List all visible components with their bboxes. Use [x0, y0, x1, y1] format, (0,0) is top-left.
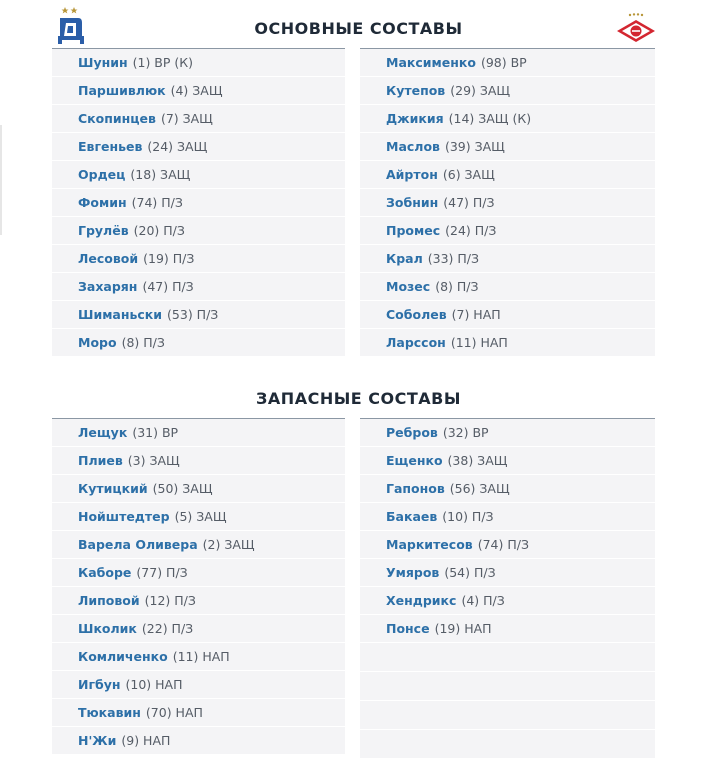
- list-item: [52, 245, 345, 273]
- player-info: (56) ЗАЩ: [449, 481, 510, 496]
- list-item: [52, 643, 345, 671]
- player-info: (38) ЗАЩ: [447, 453, 508, 468]
- player-info: (1) ВР (К): [132, 55, 194, 70]
- player-name-link[interactable]: Джикия: [386, 111, 444, 126]
- list-item: [360, 329, 655, 357]
- list-item: [52, 615, 345, 643]
- player-info: (19) П/З: [143, 251, 195, 266]
- player-info: (98) ВР: [480, 55, 527, 70]
- list-item: [52, 587, 345, 615]
- list-item: [360, 301, 655, 329]
- list-item: [360, 161, 655, 189]
- player-info: (8) П/З: [121, 335, 165, 350]
- list-item: [360, 217, 655, 245]
- list-item: [52, 329, 345, 357]
- player-name-link[interactable]: Евгеньев: [78, 139, 143, 154]
- player-name-link[interactable]: Соболев: [386, 307, 447, 322]
- player-info: (8) П/З: [435, 279, 479, 294]
- player-info: (47) П/З: [443, 195, 495, 210]
- player-name-link[interactable]: Маслов: [386, 139, 440, 154]
- player-info: (19) НАП: [434, 621, 492, 636]
- list-item: [52, 531, 345, 559]
- home-subs-list: [52, 418, 345, 755]
- player-info: (18) ЗАЩ: [130, 167, 191, 182]
- list-item: [52, 133, 345, 161]
- player-name-link[interactable]: Комличенко: [78, 649, 168, 664]
- player-name-link[interactable]: Бакаев: [386, 509, 438, 524]
- player-name-link[interactable]: Маркитесов: [386, 537, 473, 552]
- player-info: (7) НАП: [451, 307, 501, 322]
- list-item: [52, 447, 345, 475]
- player-name-link[interactable]: Умяров: [386, 565, 440, 580]
- player-name-link[interactable]: Зобнин: [386, 195, 439, 210]
- list-item: [360, 447, 655, 475]
- player-info: (10) НАП: [125, 677, 183, 692]
- player-name-link[interactable]: Ещенко: [386, 453, 443, 468]
- player-info: (11) НАП: [172, 649, 230, 664]
- player-info: (33) П/З: [427, 251, 480, 266]
- player-info: (50) ЗАЩ: [152, 481, 213, 496]
- player-info: (4) ЗАЩ: [170, 83, 223, 98]
- list-item: [360, 615, 655, 643]
- away-subs-list: [360, 418, 655, 759]
- player-name-link[interactable]: Нойштедтер: [78, 509, 170, 524]
- player-info: (3) ЗАЩ: [127, 453, 180, 468]
- list-item: [52, 161, 345, 189]
- empty-row: [360, 672, 655, 701]
- list-item: [360, 189, 655, 217]
- player-name-link[interactable]: Мозес: [386, 279, 431, 294]
- player-info: (2) ЗАЩ: [202, 537, 255, 552]
- player-info: (32) ВР: [442, 425, 489, 440]
- home-main-list: [52, 48, 345, 357]
- player-name-link[interactable]: Ларссон: [386, 335, 446, 350]
- player-name-link[interactable]: Максименко: [386, 55, 476, 70]
- player-name-link[interactable]: Плиев: [78, 453, 123, 468]
- list-item: [360, 133, 655, 161]
- player-info: (14) ЗАЩ (К): [448, 111, 532, 126]
- player-info: (39) ЗАЩ: [444, 139, 505, 154]
- player-info: (54) П/З: [444, 565, 496, 580]
- player-info: (20) П/З: [133, 223, 185, 238]
- player-name-link[interactable]: Грулёв: [78, 223, 129, 238]
- player-info: (4) П/З: [461, 593, 505, 608]
- list-item: [360, 503, 655, 531]
- list-item: [360, 105, 655, 133]
- player-info: (9) НАП: [121, 733, 171, 748]
- player-name-link[interactable]: Каборе: [78, 565, 132, 580]
- list-item: [360, 559, 655, 587]
- player-info: (22) П/З: [141, 621, 194, 636]
- player-name-link[interactable]: Шунин: [78, 55, 128, 70]
- empty-row: [360, 701, 655, 730]
- player-name-link[interactable]: Лесовой: [78, 251, 139, 266]
- list-item: [52, 189, 345, 217]
- player-name-link[interactable]: Кутицкий: [78, 481, 148, 496]
- player-name-link[interactable]: Понсе: [386, 621, 430, 636]
- player-info: (74) П/З: [477, 537, 529, 552]
- player-name-link[interactable]: Айртон: [386, 167, 438, 182]
- list-item: [52, 727, 345, 755]
- player-info: (10) П/З: [442, 509, 494, 524]
- player-name-link[interactable]: Кутепов: [386, 83, 446, 98]
- player-info: (7) ЗАЩ: [160, 111, 213, 126]
- player-name-link[interactable]: Школик: [78, 621, 137, 636]
- list-item: [52, 559, 345, 587]
- player-info: (12) П/З: [144, 593, 196, 608]
- list-item: [52, 49, 345, 77]
- player-name-link[interactable]: Н'Жи: [78, 733, 117, 748]
- player-name-link[interactable]: Фомин: [78, 195, 127, 210]
- player-name-link[interactable]: Промес: [386, 223, 441, 238]
- player-name-link[interactable]: Крал: [386, 251, 423, 266]
- player-info: (29) ЗАЩ: [450, 83, 511, 98]
- away-main-list: [360, 48, 655, 357]
- list-item: [360, 531, 655, 559]
- list-item: [52, 273, 345, 301]
- list-item: [360, 273, 655, 301]
- empty-row: [360, 643, 655, 672]
- player-name-link[interactable]: Липовой: [78, 593, 140, 608]
- list-item: [360, 475, 655, 503]
- list-item: [52, 699, 345, 727]
- player-info: (53) П/З: [167, 307, 219, 322]
- player-name-link[interactable]: Шиманьски: [78, 307, 163, 322]
- list-item: [360, 77, 655, 105]
- player-name-link[interactable]: Игбун: [78, 677, 121, 692]
- player-name-link[interactable]: Захарян: [78, 279, 138, 294]
- player-info: (5) ЗАЩ: [174, 509, 227, 524]
- player-info: (47) П/З: [142, 279, 194, 294]
- list-item: [52, 671, 345, 699]
- list-item: [52, 217, 345, 245]
- empty-row: [360, 730, 655, 759]
- list-item: [52, 503, 345, 531]
- main-lineups-title: ОСНОВНЫЕ СОСТАВЫ: [254, 19, 463, 38]
- player-name-link[interactable]: Моро: [78, 335, 117, 350]
- player-name-link[interactable]: Тюкавин: [78, 705, 141, 720]
- list-item: [360, 245, 655, 273]
- list-item: [52, 105, 345, 133]
- list-item: [360, 49, 655, 77]
- player-info: (77) П/З: [136, 565, 188, 580]
- player-name-link[interactable]: Гапонов: [386, 481, 445, 496]
- list-item: [52, 419, 345, 447]
- list-item: [52, 301, 345, 329]
- list-item: [52, 77, 345, 105]
- player-name-link[interactable]: Ребров: [386, 425, 438, 440]
- player-name-link[interactable]: Лещук: [78, 425, 128, 440]
- player-info: (11) НАП: [450, 335, 508, 350]
- player-info: (31) ВР: [132, 425, 179, 440]
- list-item: [360, 587, 655, 615]
- side-edge-marker: [0, 125, 2, 235]
- player-info: (6) ЗАЩ: [442, 167, 495, 182]
- player-name-link[interactable]: Хендрикс: [386, 593, 457, 608]
- player-name-link[interactable]: Скопинцев: [78, 111, 156, 126]
- player-name-link[interactable]: Варела Оливера: [78, 537, 198, 552]
- player-info: (24) П/З: [445, 223, 497, 238]
- player-name-link[interactable]: Ордец: [78, 167, 126, 182]
- substitutes-title: ЗАПАСНЫЕ СОСТАВЫ: [256, 389, 461, 408]
- player-name-link[interactable]: Паршивлюк: [78, 83, 166, 98]
- player-info: (24) ЗАЩ: [147, 139, 208, 154]
- list-item: [360, 419, 655, 447]
- list-item: [52, 475, 345, 503]
- player-info: (74) П/З: [131, 195, 183, 210]
- player-info: (70) НАП: [145, 705, 203, 720]
